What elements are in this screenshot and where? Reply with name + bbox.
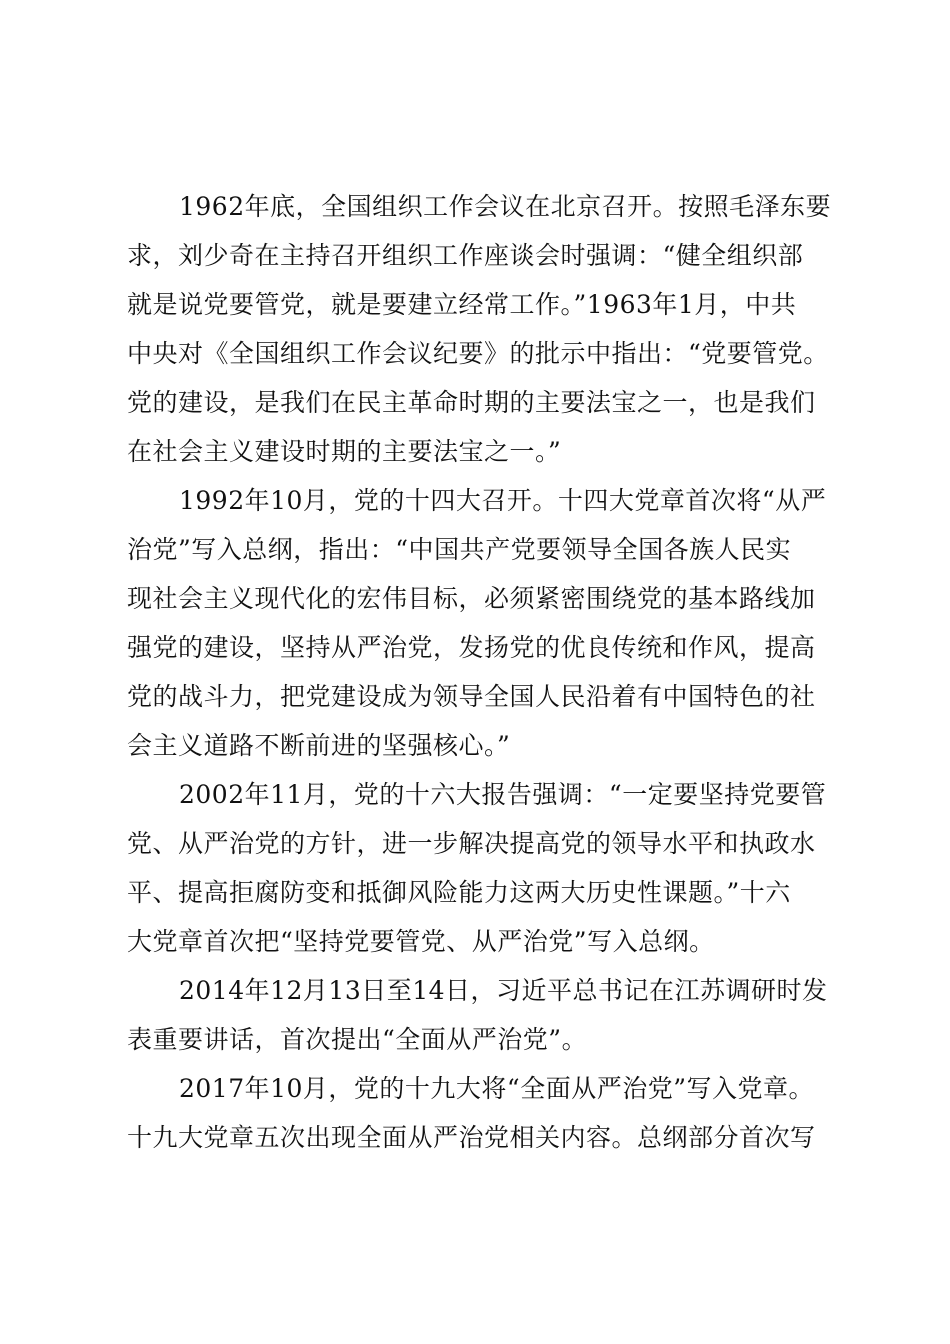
paragraph-2014 xyxy=(127,966,827,1064)
paragraph-1992 xyxy=(127,476,827,770)
text-line: 表重要讲话，首次提出“全面从严治党”。 xyxy=(127,1025,588,1054)
text-line: 党的战斗力，把党建设成为领导全国人民沿着有中国特色的社 xyxy=(127,682,816,711)
text-line: 2002年11月，党的十六大报告强调：“一定要坚持党要管 xyxy=(179,780,827,809)
paragraph-2002 xyxy=(127,770,827,966)
text-line: 在社会主义建设时期的主要法宝之一。” xyxy=(127,437,562,466)
text-line: 1992年10月，党的十四大召开。十四大党章首次将“从严 xyxy=(179,486,827,515)
text-line: 会主义道路不断前进的坚强核心。” xyxy=(127,731,511,760)
text-line: 党、从严治党的方针，进一步解决提高党的领导水平和执政水 xyxy=(127,829,816,858)
text-line: 中央对《全国组织工作会议纪要》的批示中指出：“党要管党。 xyxy=(127,339,829,368)
text-line: 现社会主义现代化的宏伟目标，必须紧密围绕党的基本路线加 xyxy=(127,584,816,613)
text-line: 大党章首次把“坚持党要管党、从严治党”写入总纲。 xyxy=(127,927,715,956)
paragraph-2017 xyxy=(127,1064,827,1162)
document-body xyxy=(127,182,832,1162)
paragraph-1962 xyxy=(127,182,832,476)
text-line: 求，刘少奇在主持召开组织工作座谈会时强调：“健全组织部 xyxy=(127,241,804,270)
text-line: 治党”写入总纲，指出：“中国共产党要领导全国各族人民实 xyxy=(127,535,792,564)
text-line: 就是说党要管党，就是要建立经常工作。”1963年1月，中共 xyxy=(127,290,797,319)
text-line: 2017年10月，党的十九大将“全面从严治党”写入党章。 xyxy=(179,1074,814,1103)
text-line: 强党的建设，坚持从严治党，发扬党的优良传统和作风，提高 xyxy=(127,633,816,662)
text-line: 1962年底，全国组织工作会议在北京召开。按照毛泽东要 xyxy=(179,192,832,221)
text-line: 党的建设，是我们在民主革命时期的主要法宝之一，也是我们 xyxy=(127,388,816,417)
text-line: 2014年12月13日至14日，习近平总书记在江苏调研时发 xyxy=(179,976,828,1005)
text-line: 十九大党章五次出现全面从严治党相关内容。总纲部分首次写 xyxy=(127,1123,816,1152)
text-line: 平、提高拒腐防变和抵御风险能力这两大历史性课题。”十六 xyxy=(127,878,791,907)
